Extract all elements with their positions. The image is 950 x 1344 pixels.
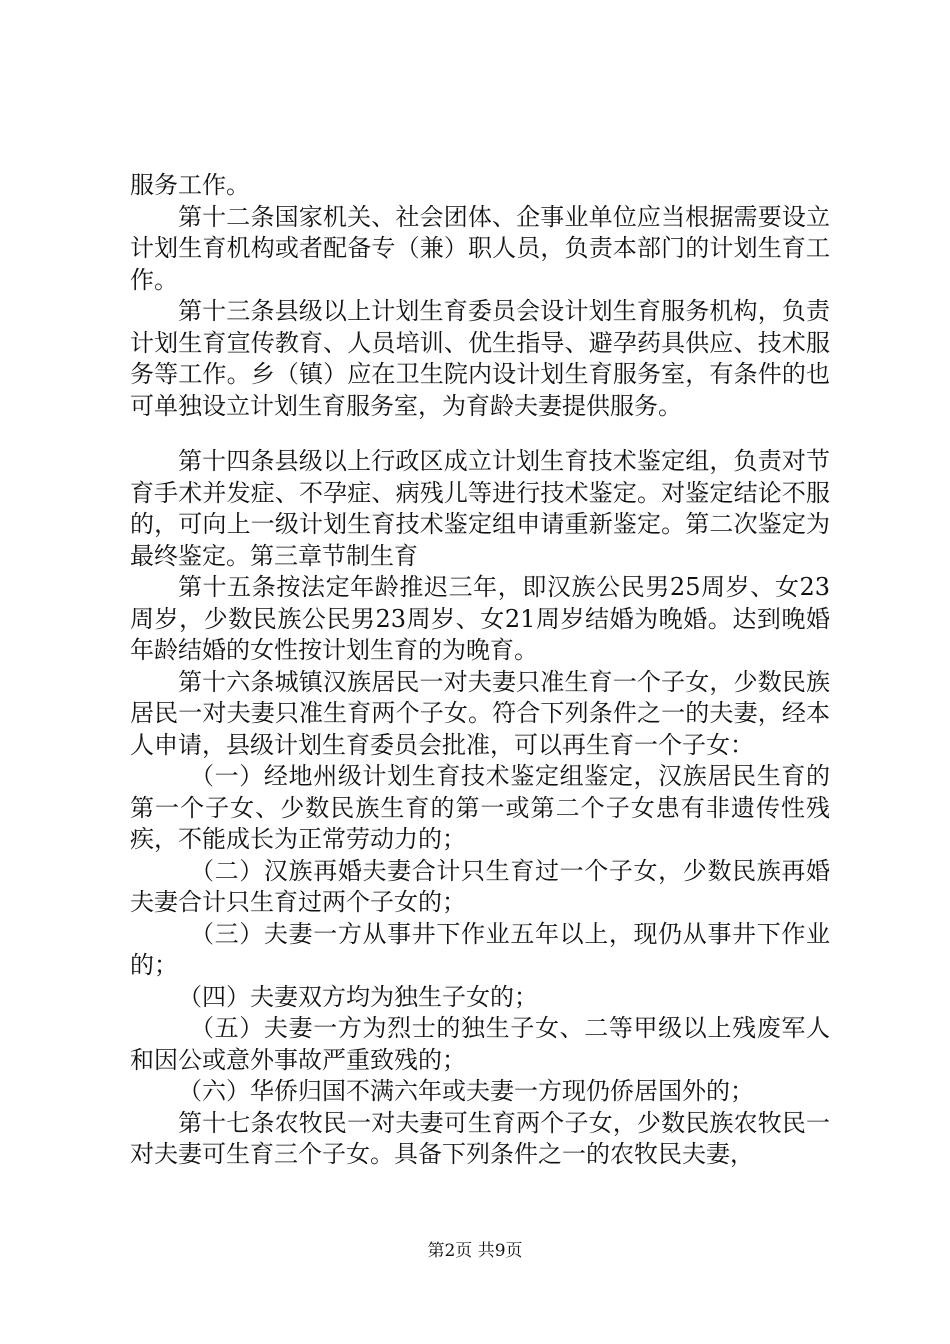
paragraph-item-1: （一）经地州级计划生育技术鉴定组鉴定，汉族居民生育的第一个子女、少数民族生育的第一或第二个子女患有非遗传性残疾，不能成长为正常劳动力的； — [130, 762, 830, 853]
document-body — [130, 170, 830, 1171]
paragraph-article-12: 第十二条国家机关、社会团体、企事业单位应当根据需要设立计划生育机构或者配备专（兼）职人员，负责本部门的计划生育工作。 — [130, 202, 830, 294]
paragraph-article-14: 第十四条县级以上行政区成立计划生育技术鉴定组，负责对节育手术并发症、不孕症、病残儿等进行技术鉴定。对鉴定结论不服的，可向上一级计划生育技术鉴定组申请重新鉴定。第二次鉴定为最终鉴定。第三章节制生育 — [130, 447, 830, 570]
paragraph-item-5: （五）夫妻一方为烈士的独生子女、二等甲级以上残废军人和因公或意外事故严重致残的； — [130, 1014, 830, 1074]
paragraph-continuation: 服务工作。 — [130, 171, 250, 199]
paragraph-item-2: （二）汉族再婚夫妻合计只生育过一个子女，少数民族再婚夫妻合计只生育过两个子女的； — [130, 856, 830, 916]
page-number-footer: 第2页 共9页 — [427, 1241, 523, 1261]
paragraph-article-17: 第十七条农牧民一对夫妻可生育两个子女，少数民族农牧民一对夫妻可生育三个子女。具备下列条件之一的农牧民夫妻， — [130, 1108, 830, 1168]
paragraph-item-4: （四）夫妻双方均为独生子女的； — [178, 982, 538, 1011]
paragraph-item-3: （三）夫妻一方从事井下作业五年以上，现仍从事井下作业的； — [130, 919, 830, 979]
paragraph-item-6: （六）华侨归国不满六年或夫妻一方现仍侨居国外的； — [178, 1077, 754, 1105]
paragraph-article-16: 第十六条城镇汉族居民一对夫妻只准生育一个子女，少数民族居民一对夫妻只准生育两个子女。符合下列条件之一的夫妻，经本人申请，县级计划生育委员会批准，可以再生育一个子女： — [130, 667, 830, 759]
paragraph-article-15: 第十五条按法定年龄推迟三年，即汉族公民男25周岁、女23周岁，少数民族公民男23周岁、女21周岁结婚为晚婚。达到晚婚年龄结婚的女性按计划生育的为晚育。 — [130, 573, 830, 664]
paragraph-article-13: 第十三条县级以上计划生育委员会设计划生育服务机构，负责计划生育宣传教育、人员培训、优生指导、避孕药具供应、技术服务等工作。乡（镇）应在卫生院内设计划生育服务室，有条件的也可单独设立计划生育服务室，为育龄夫妻提供服务。 — [130, 297, 830, 420]
